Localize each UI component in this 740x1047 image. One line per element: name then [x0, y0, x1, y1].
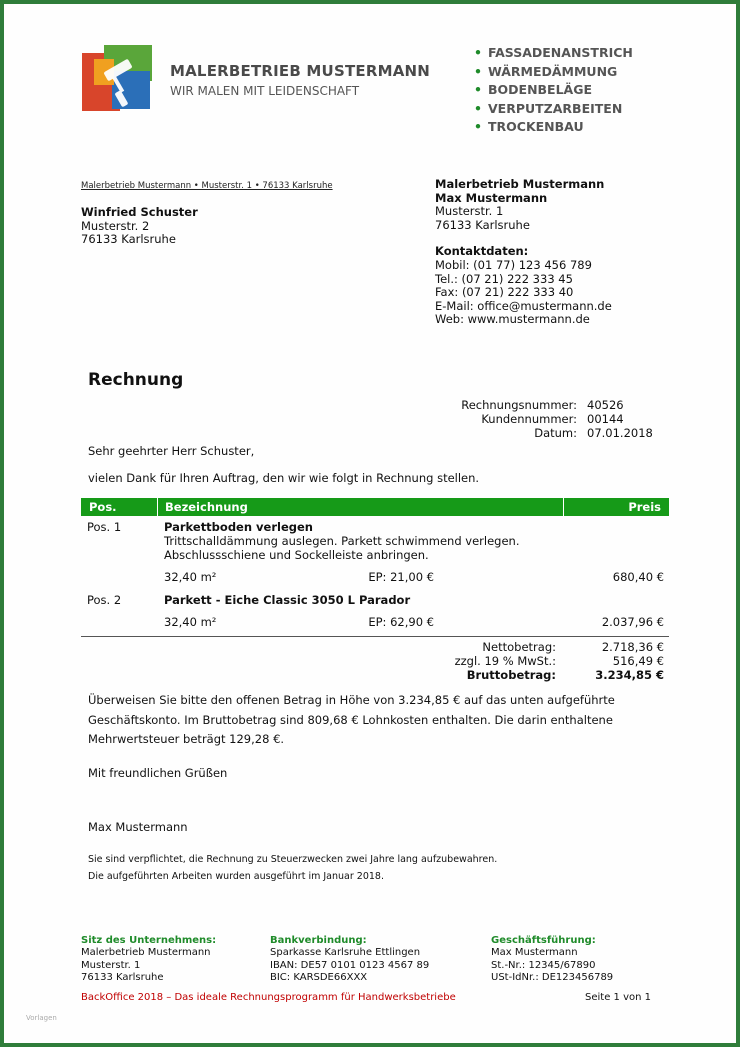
footer-line: BIC: KARSDE66XXX [270, 971, 368, 983]
recipient-street: Musterstr. 2 [81, 218, 150, 233]
item-total: 2.037,96 € [601, 615, 664, 629]
payment-line: Mehrwertsteuer beträgt 129,28 €. [88, 732, 285, 746]
service-label: VERPUTZARBEITEN [488, 100, 623, 116]
net-amount: 2.718,36 € [601, 640, 664, 654]
items-table-header [81, 498, 669, 516]
item-title: Parkett - Eiche Classic 3050 L Parador [164, 593, 411, 607]
footer-col-company [81, 935, 216, 984]
service-label: WÄRMEDÄMMUNG [488, 63, 618, 79]
footer-line: USt-IdNr.: DE123456789 [491, 971, 614, 983]
totals-label: Nettobetrag: [482, 640, 556, 654]
closing: Mit freundlichen Grüßen [88, 766, 228, 780]
company-line1: Malerbetrieb Mustermann [435, 177, 605, 191]
footer-line: Malerbetrieb Mustermann [81, 947, 211, 959]
company-city: 76133 Karlsruhe [435, 217, 530, 232]
payment-line: Geschäftskonto. Im Bruttobetrag sind 809,68 € Lohnkosten enthalten. Die darin enthaltene [88, 712, 613, 727]
recipient-name: Winfried Schuster [81, 205, 198, 219]
item-title: Parkettboden verlegen [164, 520, 313, 534]
footer-heading: Bankverbindung: [270, 935, 367, 946]
footer-col-management [491, 935, 613, 984]
payment-paragraph [88, 691, 648, 750]
totals-block [430, 641, 664, 682]
service-item [474, 101, 633, 120]
services-list [474, 45, 633, 138]
bullet-icon: • [474, 119, 482, 134]
footer-line: Sparkasse Karlsruhe Ettlingen [270, 947, 421, 959]
footer-line: 76133 Karlsruhe [81, 971, 164, 983]
col-header-price: Preis [628, 500, 661, 514]
bullet-icon: • [474, 100, 482, 116]
contact-email: E-Mail: office@mustermann.de [435, 298, 612, 313]
greeting: Sehr geehrter Herr Schuster, [88, 444, 255, 458]
contact-heading: Kontaktdaten: [435, 244, 529, 259]
meta-row-date [440, 427, 653, 441]
document-title: Rechnung [88, 370, 184, 390]
totals-label: zzgl. 19 % MwSt.: [454, 653, 556, 668]
meta-row-number [440, 399, 653, 413]
invoice-date: 07.01.2018 [587, 425, 653, 440]
item-unit-price: EP: 21,00 € [368, 570, 434, 584]
gross-amount: 3.234,85 € [595, 667, 664, 682]
service-label: FASSADENANSTRICH [488, 45, 633, 60]
footer-col-bank [270, 935, 429, 984]
header-divider [563, 498, 564, 516]
footer-line: St.-Nr.: 12345/67890 [491, 959, 596, 971]
service-label: TROCKENBAU [488, 119, 584, 134]
signature-name: Max Mustermann [88, 820, 188, 834]
watermark-text: Vorlagen [26, 1014, 57, 1022]
sender-return-address: Malerbetrieb Mustermann • Musterstr. 1 • 76133 Karlsruhe [81, 181, 333, 191]
retention-note: Sie sind verpflichtet, die Rechnung zu Steuerzwecken zwei Jahre lang aufzubewahren. [88, 854, 498, 865]
meta-row-customer [440, 413, 653, 427]
service-label: BODENBELÄGE [488, 82, 593, 97]
totals-label: Bruttobetrag: [466, 667, 556, 682]
item-unit-price: EP: 62,90 € [368, 615, 434, 629]
footer-heading: Sitz des Unternehmens: [81, 935, 217, 946]
bullet-icon: • [474, 82, 482, 97]
company-contact-block [435, 178, 612, 327]
footer-line: Max Mustermann [491, 947, 578, 959]
meta-label: Datum: [534, 425, 577, 440]
footer-heading: Geschäftsführung: [491, 935, 596, 946]
company-name: MALERBETRIEB MUSTERMANN [170, 62, 431, 80]
item-total: 680,40 € [612, 570, 664, 584]
payment-line: Überweisen Sie bitte den offenen Betrag in Höhe von 3.234,85 € auf das unten aufgeführte [88, 693, 615, 707]
recipient-address [81, 206, 198, 247]
item-desc: Abschlussschiene und Sockelleiste anbringen. [164, 548, 429, 562]
footer-line: IBAN: DE57 0101 0123 4567 89 [270, 959, 430, 971]
contact-mobile: Mobil: (01 77) 123 456 789 [435, 257, 592, 272]
contact-tel: Tel.: (07 21) 222 333 45 [435, 271, 573, 286]
service-item [474, 45, 633, 64]
contact-fax: Fax: (07 21) 222 333 40 [435, 285, 574, 300]
company-line2: Max Mustermann [435, 190, 548, 205]
totals-row-gross [430, 669, 664, 683]
totals-row-net [430, 641, 664, 655]
item-pos: Pos. 1 [87, 520, 122, 534]
service-item [474, 119, 633, 138]
col-header-desc: Bezeichnung [165, 500, 248, 514]
service-item [474, 82, 633, 101]
bullet-icon: • [474, 63, 482, 79]
meta-label: Rechnungsnummer: [461, 398, 577, 412]
paint-roller-logo-icon [82, 45, 152, 112]
item-desc: Trittschalldämmung auslegen. Parkett schwimmend verlegen. [164, 534, 520, 548]
promo-line: BackOffice 2018 – Das ideale Rechnungsprogramm für Handwerksbetriebe [81, 992, 456, 1003]
invoice-number: 40526 [587, 398, 624, 412]
vat-amount: 516,49 € [612, 653, 664, 668]
col-header-pos: Pos. [89, 500, 117, 514]
meta-label: Kundennummer: [481, 411, 577, 426]
service-item [474, 64, 633, 83]
item-qty: 32,40 m² [164, 570, 217, 584]
totals-row-vat [430, 655, 664, 669]
footer-line: Musterstr. 1 [81, 959, 141, 971]
recipient-city: 76133 Karlsruhe [81, 232, 176, 246]
page-number: Seite 1 von 1 [585, 992, 651, 1003]
contact-web: Web: www.mustermann.de [435, 312, 590, 327]
item-qty: 32,40 m² [164, 615, 217, 629]
customer-number: 00144 [587, 411, 624, 426]
company-street: Musterstr. 1 [435, 204, 504, 219]
company-slogan: WIR MALEN MIT LEIDENSCHAFT [170, 84, 360, 98]
item-pos: Pos. 2 [87, 593, 122, 607]
invoice-meta [440, 399, 653, 440]
execution-note: Die aufgeführten Arbeiten wurden ausgeführt im Januar 2018. [88, 871, 384, 882]
header-divider [157, 498, 158, 516]
intro-text: vielen Dank für Ihren Auftrag, den wir wie folgt in Rechnung stellen. [88, 471, 480, 485]
table-bottom-rule [81, 636, 669, 637]
bullet-icon: • [474, 45, 482, 60]
